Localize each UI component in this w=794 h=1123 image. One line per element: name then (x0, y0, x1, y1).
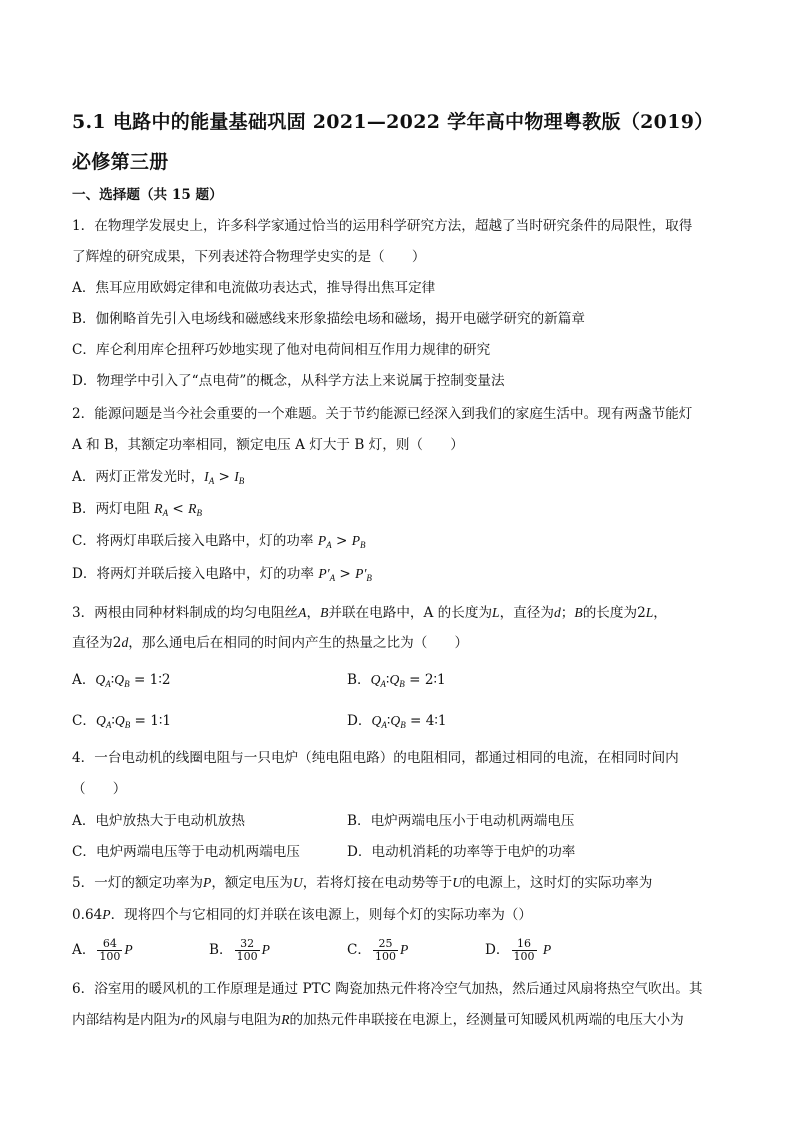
q1-option-b: B．伽俐略首先引入电场线和磁感线来形象描绘电场和磁场，揭开电磁学研究的新篇章 (72, 311, 585, 327)
q3-stem-line-1: 3．两根由同种材料制成的均匀电阻丝A，B并联在电路中，A 的长度为L，直径为d；B的长度为2L， (72, 605, 667, 621)
q1-option-c: C．库仑利用库仑扭秤巧妙地实现了他对电荷间相互作用力规律的研究 (72, 342, 491, 358)
q1-stem-line-1: 1．在物理学发展史上，许多科学家通过恰当的运用科学研究方法，超越了当时研究条件的局限性，取得 (72, 218, 693, 234)
fraction: $\frac{32}{100}$ (236, 937, 258, 963)
fraction: $\frac{25}{100}$ (375, 937, 396, 963)
q1-option-a: A．焦耳应用欧姆定律和电流做功表达式，推导得出焦耳定律 (72, 280, 436, 296)
q5-option-a: A． $\frac{64}{100}$ P (72, 937, 133, 963)
q1-stem-line-2: 了辉煌的研究成果，下列表述符合物理学史实的是（ ） (72, 249, 426, 265)
q3-option-d: D．$Q_A∶Q_B$ = 4∶1 (347, 713, 447, 730)
q2-stem-line-2: A 和 B，其额定功率相同，额定电压 A 灯大于 B 灯，则（ ） (72, 437, 464, 453)
q6-stem-line-1: 6．浴室用的暖风机的工作原理是通过 PTC 陶瓷加热元件将冷空气加热，然后通过风扇将热空气吹出。其 (72, 981, 703, 997)
q2-option-c: C．将两灯串联后接入电路中，灯的功率 $P_A > P_B$ (72, 533, 366, 550)
q2-option-a: A．两灯正常发光时，$I_A > I_B$ (72, 469, 245, 486)
q4-option-a: A．电炉放热大于电动机放热 (72, 813, 245, 829)
q5-stem-line-1: 5．一灯的额定功率为P，额定电压为U，若将灯接在电动势等于U的电源上，这时灯的实际功率为 (72, 875, 653, 891)
fraction: $\frac{64}{100}$ (99, 937, 121, 963)
q2-option-b: B．两灯电阻 $R_A < R_B$ (72, 501, 202, 518)
q3-stem-line-2: 直径为2d，那么通电后在相同的时间内产生的热量之比为（ ） (72, 635, 469, 651)
q5-option-d: D． $\frac{16}{100}$ P (485, 937, 552, 963)
q4-option-b: B．电炉两端电压小于电动机两端电压 (347, 813, 575, 829)
q3-option-b: B．$Q_A∶Q_B$ = 2∶1 (347, 672, 446, 689)
q2-option-d: D．将两灯并联后接入电路中，灯的功率 $P'_A > P'_B$ (72, 566, 372, 583)
title-line-2: 必修第三册 (72, 151, 169, 173)
title-line-1: 5.1 电路中的能量基础巩固 2021—2022 学年高中物理粤教版（2019） (72, 111, 714, 133)
q1-option-d: D．物理学中引入了“点电荷”的概念，从科学方法上来说属于控制变量法 (72, 373, 505, 389)
q4-stem-line-1: 4．一台电动机的线圈电阻与一只电炉（纯电阻电路）的电阻相同，都通过相同的电流，在相同时间内 (72, 750, 679, 766)
q4-option-d: D．电动机消耗的功率等于电炉的功率 (347, 844, 576, 860)
q3-option-c: C．$Q_A∶Q_B$ = 1∶1 (72, 713, 172, 730)
q5-option-b: B． $\frac{32}{100}$ P (209, 937, 270, 963)
section-heading: 一、选择题（共 15 题） (72, 187, 223, 203)
q2-stem-line-1: 2．能源问题是当今社会重要的一个难题。关于节约能源已经深入到我们的家庭生活中。现有两盏节能灯 (72, 406, 693, 422)
q4-stem-line-2: （ ） (72, 781, 127, 797)
document-title (72, 102, 732, 182)
q5-stem-line-2: 0.64P．现将四个与它相同的灯并联在该电源上，则每个灯的实际功率为（） (72, 907, 532, 923)
q6-stem-line-2: 内部结构是内阻为r的风扇与电阻为R的加热元件串联接在电源上，经测量可知暖风机两端的电压大小为 (72, 1012, 684, 1028)
q4-option-c: C．电炉两端电压等于电动机两端电压 (72, 844, 300, 860)
fraction: $\frac{16}{100}$ (513, 937, 535, 963)
q5-option-c: C． $\frac{25}{100}$ P (347, 937, 409, 963)
q3-option-a: A．$Q_A∶Q_B$ = 1∶2 (72, 672, 171, 689)
